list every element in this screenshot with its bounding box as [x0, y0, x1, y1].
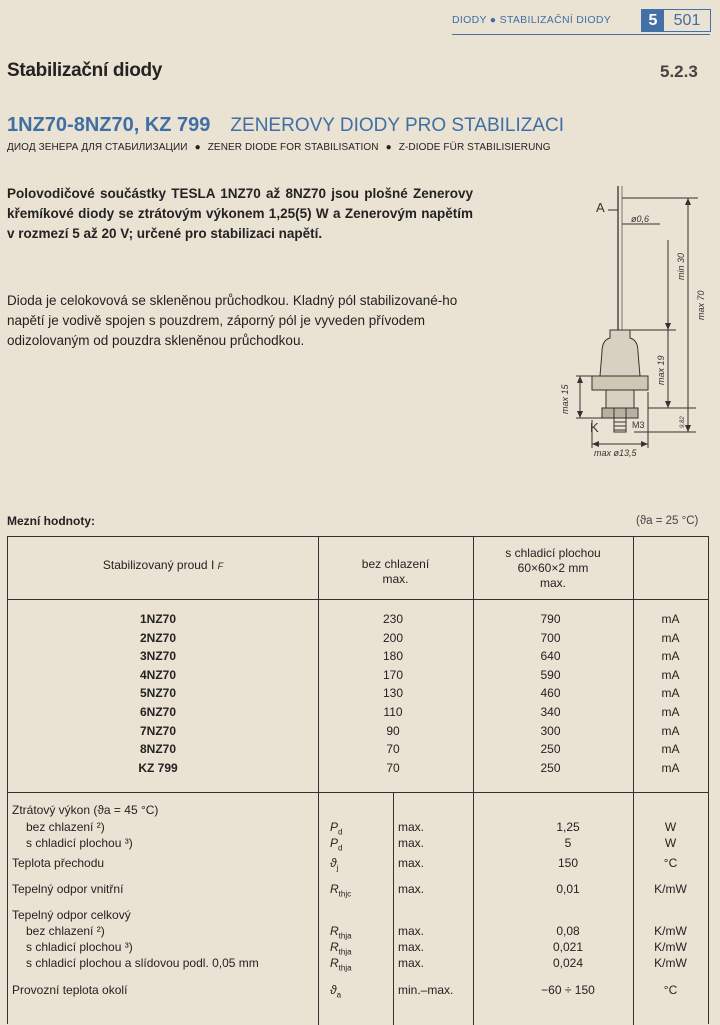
param-value: 5 — [564, 836, 572, 850]
section-code: 5.2.3 — [660, 62, 698, 81]
param-symbol: $ϑ_j$ — [330, 856, 339, 873]
section-number: 5 — [642, 10, 664, 31]
row-type: 1NZ70 — [139, 612, 177, 626]
row-current-cooling: 640 — [540, 649, 561, 664]
limits-table — [7, 536, 709, 1024]
param-symbol: $R_{thja}$ — [330, 924, 352, 941]
param-qualifier: max. — [398, 882, 425, 896]
product-codes: 1NZ70-8NZ70, KZ 799 — [7, 114, 211, 136]
row-current-cooling: 790 — [540, 612, 561, 626]
param-unit: °C — [663, 983, 678, 997]
label-anode: A — [596, 200, 605, 215]
translation-de: Z-DIODE FÜR STABILISIERUNG — [398, 142, 551, 153]
diode-outline-drawing — [548, 180, 718, 460]
row-unit: mA — [661, 667, 680, 682]
row-unit: mA — [661, 630, 680, 645]
row-current-no-cooling: 170 — [382, 667, 404, 682]
row-current-cooling: 300 — [540, 723, 561, 738]
dim-min30: min 30 — [676, 252, 686, 280]
dim-thread: M3 — [632, 420, 645, 430]
param-value: 0,08 — [556, 924, 580, 938]
param-unit: K/mW — [654, 882, 687, 896]
row-current-cooling: 250 — [540, 760, 561, 775]
param-label: s chladicí plochou ³) — [26, 940, 133, 954]
description-paragraph: Dioda je celokovová se skleněnou průchodkou. Kladný pól stabilizované-ho napětí je vodivě spojen s pouzdrem, záporný pól je vyveden přívodem odizolovaným od pouzdra skleněnou průchodkou. — [7, 293, 458, 348]
dim-wire: ø0,6 — [631, 214, 650, 224]
row-type: 5NZ70 — [139, 686, 177, 701]
param-qualifier: max. — [398, 836, 425, 850]
translations: ДИОД ЗЕНЕРА ДЛЯ СТАБИЛИЗАЦИИ ● ZENER DIODE FOR STABILISATION ● Z-DIODE FÜR STABILISIERUNG — [7, 142, 551, 153]
translation-en: ZENER DIODE FOR STABILISATION — [207, 142, 379, 153]
param-value: 150 — [557, 856, 579, 870]
intro-paragraph: Polovodičové součástky TESLA 1NZ70 až 8NZ70 jsou plošné Zenerovy křemíkové diody se ztrátovým výkonem 1,25(5) W a Zenerovým napětím v rozmezí 5 až 20 V; určené pro stabilizaci napětí. — [7, 186, 473, 241]
param-qualifier: max. — [398, 856, 425, 870]
row-unit: mA — [661, 612, 680, 626]
param-symbol: $ϑ_a$ — [330, 983, 342, 1000]
row-current-no-cooling: 90 — [386, 723, 400, 738]
param-value: 0,021 — [552, 940, 584, 954]
param-label: s chladicí plochou ³) — [26, 836, 133, 850]
param-symbol: $R_{thja}$ — [330, 940, 352, 957]
param-unit: °C — [663, 856, 678, 870]
page-title: Stabilizační diody — [7, 60, 163, 81]
param-label: Provozní teplota okolí — [12, 983, 128, 997]
row-unit: mA — [661, 742, 680, 757]
product-heading — [7, 114, 564, 137]
row-current-no-cooling: 230 — [382, 612, 404, 626]
param-value: 0,024 — [552, 956, 584, 970]
col-cooling-header: s chladicí plochou 60×60×2 mm max. — [505, 546, 601, 590]
row-current-no-cooling: 180 — [382, 649, 404, 664]
translation-ru: ДИОД ЗЕНЕРА ДЛЯ СТАБИЛИЗАЦИИ — [7, 142, 188, 153]
param-value: −60 ÷ 150 — [541, 983, 595, 997]
row-type: 7NZ70 — [139, 723, 177, 738]
row-current-no-cooling: 130 — [382, 686, 404, 701]
dim-diameter: max ø13,5 — [594, 448, 637, 458]
param-qualifier: max. — [398, 940, 425, 954]
row-current-no-cooling: 200 — [382, 630, 404, 645]
row-type: 3NZ70 — [139, 649, 177, 664]
dim-max70: max 70 — [696, 290, 706, 320]
dim-max15: max 15 — [560, 384, 570, 414]
page-number: 501 — [673, 12, 701, 29]
row-current-cooling: 250 — [540, 742, 561, 757]
row-type: 6NZ70 — [139, 705, 177, 719]
row-type: 2NZ70 — [139, 630, 177, 645]
row-current-no-cooling: 70 — [386, 760, 400, 775]
row-unit: mA — [661, 723, 680, 738]
param-value: 1,25 — [556, 820, 580, 834]
row-unit: mA — [661, 686, 680, 701]
param-symbol: $R_{thja}$ — [330, 956, 352, 973]
row-unit: mA — [661, 760, 680, 775]
row-current-cooling: 340 — [540, 705, 561, 719]
label-cathode: K — [590, 420, 599, 435]
param-label: bez chlazení ²) — [26, 924, 105, 938]
limits-label: Mezní hodnoty: — [7, 514, 95, 528]
row-type: KZ 799 — [138, 760, 178, 775]
dim-small: 9,82 — [680, 416, 686, 428]
page-number-box — [641, 9, 711, 32]
header-category: DIODY ● STABILIZAČNÍ DIODY — [452, 14, 612, 26]
param-symbol: $R_{thjc}$ — [330, 882, 352, 899]
row-current-cooling: 700 — [540, 630, 561, 645]
col-current-header: Stabilizovaný proud I F — [102, 558, 224, 572]
row-current-cooling: 460 — [540, 686, 561, 701]
row-current-no-cooling: 70 — [386, 742, 400, 757]
header-rule — [452, 34, 710, 35]
param-unit: K/mW — [654, 924, 687, 938]
ambient-temp-note: (ϑa = 25 °C) — [636, 515, 699, 527]
param-label: bez chlazení ²) — [26, 820, 105, 834]
param-label: s chladicí plochou a slídovou podl. 0,05 mm — [26, 956, 259, 970]
product-subtitle: ZENEROVY DIODY PRO STABILIZACI — [230, 115, 565, 136]
param-unit: W — [664, 820, 677, 834]
param-qualifier: max. — [398, 820, 425, 834]
param-qualifier: max. — [398, 956, 425, 970]
col-no-cooling-header: bez chlazení max. — [361, 557, 430, 586]
param-label: Ztrátový výkon (ϑa = 45 °C) — [12, 803, 159, 817]
row-current-no-cooling: 110 — [383, 705, 403, 719]
row-current-cooling: 590 — [540, 667, 561, 682]
param-unit: W — [664, 836, 677, 850]
param-symbol: $P_d$ — [330, 836, 343, 853]
param-label: Teplota přechodu — [12, 856, 105, 870]
row-unit: mA — [661, 649, 680, 664]
param-label: Tepelný odpor vnitřní — [12, 882, 124, 896]
row-type: 8NZ70 — [139, 742, 177, 757]
param-unit: K/mW — [654, 940, 687, 954]
row-type: 4NZ70 — [139, 667, 177, 682]
param-qualifier: max. — [398, 924, 425, 938]
param-unit: K/mW — [654, 956, 687, 970]
dim-max19: max 19 — [656, 355, 666, 385]
param-symbol: $P_d$ — [330, 820, 343, 837]
param-qualifier: min.–max. — [398, 983, 454, 997]
row-unit: mA — [661, 705, 680, 719]
param-label: Tepelný odpor celkový — [12, 908, 131, 922]
param-value: 0,01 — [556, 882, 580, 896]
